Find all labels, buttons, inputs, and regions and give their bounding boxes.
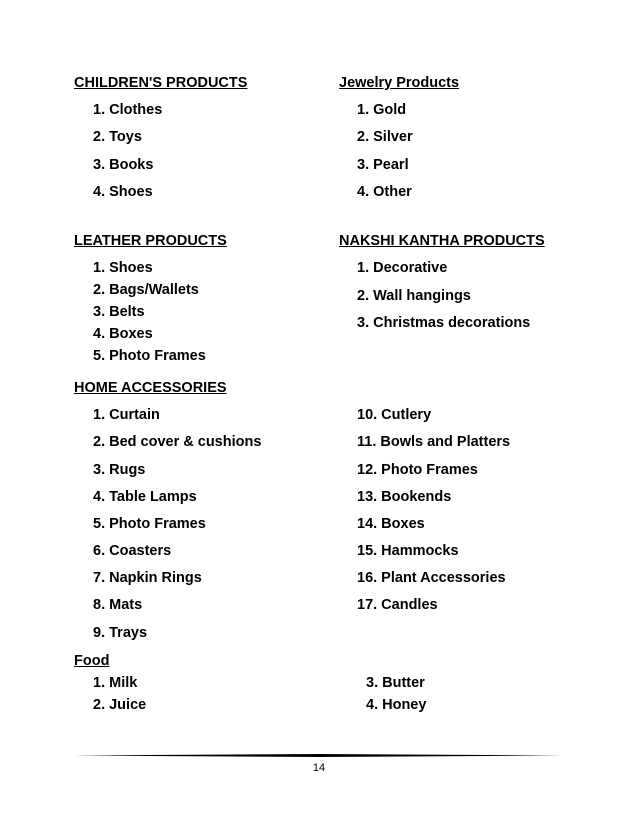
list-item: 4. Honey [366, 697, 427, 713]
list-item: 1. Milk [93, 675, 138, 691]
list-item: 17. Candles [357, 597, 438, 613]
list-item: 2. Bed cover & cushions [93, 434, 262, 450]
list-item: 4. Boxes [93, 326, 153, 342]
list-item: 16. Plant Accessories [357, 570, 506, 586]
list-item: 3. Butter [366, 675, 425, 691]
heading-home-accessories: HOME ACCESSORIES [74, 380, 227, 396]
list-item: 1. Curtain [93, 407, 160, 423]
page-number: 14 [312, 762, 326, 774]
list-item: 11. Bowls and Platters [357, 434, 511, 450]
heading-jewelry-products: Jewelry Products [339, 75, 460, 91]
list-item: 9. Trays [93, 625, 148, 641]
list-item: 2. Toys [93, 129, 142, 145]
list-item: 1. Clothes [93, 102, 163, 118]
list-item: 10. Cutlery [357, 407, 432, 423]
list-item: 3. Books [93, 157, 154, 173]
list-item: 1. Gold [357, 102, 407, 118]
list-item: 4. Table Lamps [93, 489, 197, 505]
list-item: 15. Hammocks [357, 543, 459, 559]
list-item: 2. Juice [93, 697, 147, 713]
list-item: 14. Boxes [357, 516, 425, 532]
heading-childrens-products: CHILDREN'S PRODUCTS [74, 75, 248, 91]
list-item: 5. Photo Frames [93, 348, 206, 364]
list-item: 7. Napkin Rings [93, 570, 202, 586]
list-item: 13. Bookends [357, 489, 452, 505]
list-item: 1. Shoes [93, 260, 153, 276]
list-item: 1. Decorative [357, 260, 448, 276]
list-item: 8. Mats [93, 597, 143, 613]
list-item: 4. Other [357, 184, 412, 200]
list-item: 12. Photo Frames [357, 462, 478, 478]
list-item: 3. Rugs [93, 462, 146, 478]
list-item: 4. Shoes [93, 184, 153, 200]
list-item: 6. Coasters [93, 543, 172, 559]
list-item: 3. Pearl [357, 157, 409, 173]
heading-food: Food [74, 653, 110, 669]
footer-rule [74, 754, 564, 757]
list-item: 2. Wall hangings [357, 288, 471, 304]
list-item: 3. Christmas decorations [357, 315, 531, 331]
heading-nakshi-kantha-products: NAKSHI KANTHA PRODUCTS [339, 233, 545, 249]
list-item: 2. Silver [357, 129, 413, 145]
list-item: 2. Bags/Wallets [93, 282, 199, 298]
heading-leather-products: LEATHER PRODUCTS [74, 233, 227, 249]
list-item: 3. Belts [93, 304, 145, 320]
list-item: 5. Photo Frames [93, 516, 206, 532]
